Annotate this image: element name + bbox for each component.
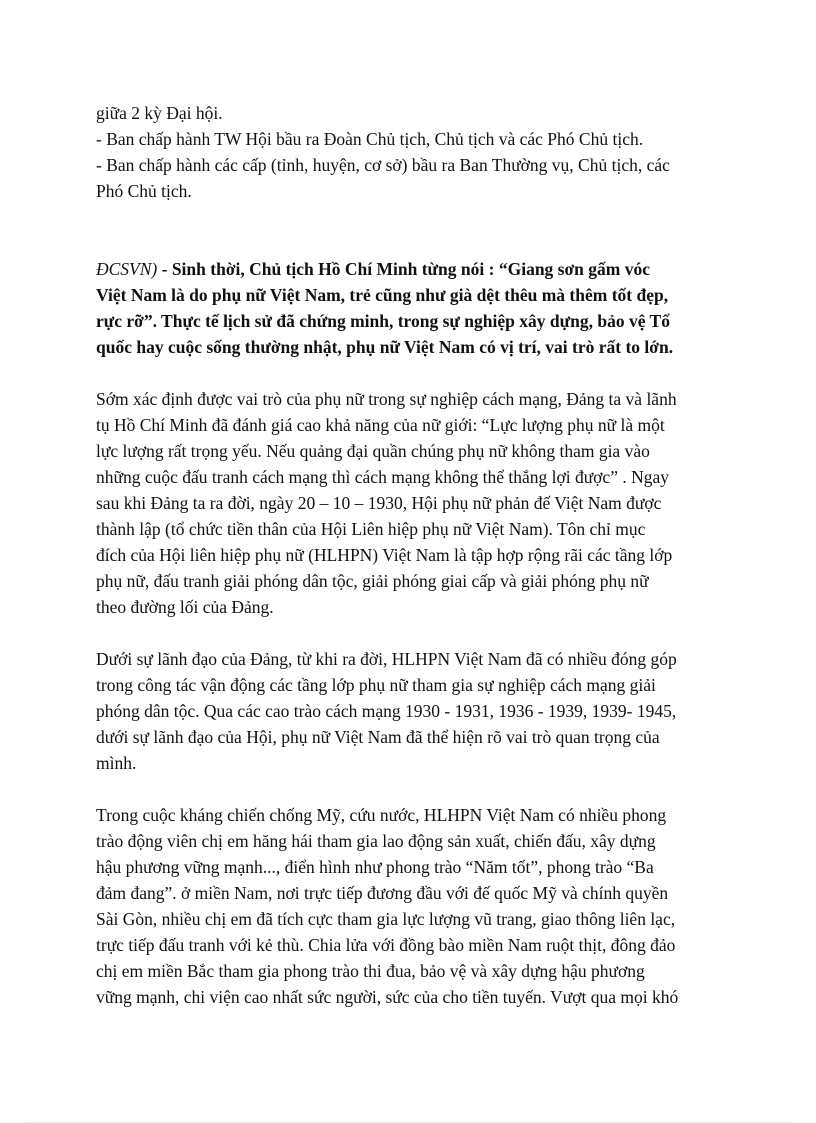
paragraph-line: Trong cuộc kháng chiến chống Mỹ, cứu nước, HLHPN Việt Nam có nhiều phong <box>96 805 667 825</box>
lead-first-line: - Sinh thời, Chủ tịch Hồ Chí Minh từng nói : “Giang sơn gấm vóc <box>157 259 651 279</box>
intro-line: - Ban chấp hành TW Hội bầu ra Đoàn Chủ tịch, Chủ tịch và các Phó Chủ tịch. <box>96 129 644 149</box>
paragraph-line: sau khi Đảng ta ra đời, ngày 20 – 10 – 1930, Hội phụ nữ phản đế Việt Nam được <box>96 493 662 513</box>
intro-line: giữa 2 kỳ Đại hội. <box>96 103 223 123</box>
paragraph-line: chị em miền Bắc tham gia phong trào thi đua, bảo vệ và xây dựng hậu phương <box>96 961 645 981</box>
intro-line: - Ban chấp hành các cấp (tỉnh, huyện, cơ sở) bầu ra Ban Thường vụ, Chủ tịch, các <box>96 155 670 175</box>
intro-line: Phó Chủ tịch. <box>96 181 192 201</box>
lead-line: rực rỡ”. Thực tế lịch sử đã chứng minh, trong sự nghiệp xây dựng, bảo vệ Tổ <box>96 311 670 331</box>
paragraph-line: đảm đang”. ở miền Nam, nơi trực tiếp đương đầu với đế quốc Mỹ và chính quyền <box>96 883 669 903</box>
paragraph-line: phụ nữ, đấu tranh giải phóng dân tộc, giải phóng giai cấp và giải phóng phụ nữ <box>96 571 649 591</box>
paragraph-line: Sớm xác định được vai trò của phụ nữ trong sự nghiệp cách mạng, Đảng ta và lãnh <box>96 389 677 409</box>
intro-block <box>96 100 720 204</box>
paragraph-line: đích của Hội liên hiệp phụ nữ (HLHPN) Việt Nam là tập hợp rộng rãi các tầng lớp <box>96 545 673 565</box>
paragraph-line: trực tiếp đấu tranh với kẻ thù. Chia lửa với đồng bào miền Nam ruột thịt, đông đảo <box>96 935 676 955</box>
lead-line <box>96 256 720 282</box>
paragraph-1 <box>96 386 720 620</box>
lead-source: ĐCSVN) <box>96 259 158 279</box>
paragraph-line: hậu phương vững mạnh..., điển hình như phong trào “Năm tốt”, phong trào “Ba <box>96 857 654 877</box>
paragraph-line: thành lập (tổ chức tiền thân của Hội Liên hiệp phụ nữ Việt Nam). Tôn chỉ mục <box>96 519 646 539</box>
paragraph-line: Sài Gòn, nhiều chị em đã tích cực tham gia lực lượng vũ trang, giao thông liên lạc, <box>96 909 676 929</box>
paragraph-line: tụ Hồ Chí Minh đã đánh giá cao khả năng của nữ giới: “Lực lượng phụ nữ là một <box>96 415 665 435</box>
document-body <box>96 100 720 1010</box>
paragraph-3 <box>96 802 720 1010</box>
paragraph-line: phóng dân tộc. Qua các cao trào cách mạng 1930 - 1931, 1936 - 1939, 1939- 1945, <box>96 701 677 721</box>
paragraph-2 <box>96 646 720 776</box>
paragraph-line: những cuộc đấu tranh cách mạng thì cách mạng không thể thắng lợi được” . Ngay <box>96 467 669 487</box>
paragraph-line: lực lượng rất trọng yếu. Nếu quảng đại quần chúng phụ nữ không tham gia vào <box>96 441 650 461</box>
paragraph-line: mình. <box>96 753 137 773</box>
lead-line: quốc hay cuộc sống thường nhật, phụ nữ Việt Nam có vị trí, vai trò rất to lớn. <box>96 337 674 357</box>
paragraph-line: theo đường lối của Đảng. <box>96 597 274 617</box>
paragraph-line: trong công tác vận động các tầng lớp phụ nữ tham gia sự nghiệp cách mạng giải <box>96 675 656 695</box>
paragraph-line: vững mạnh, chi viện cao nhất sức người, sức của cho tiền tuyến. Vượt qua mọi khó <box>96 987 679 1007</box>
paragraph-line: dưới sự lãnh đạo của Hội, phụ nữ Việt Nam đã thể hiện rõ vai trò quan trọng của <box>96 727 660 747</box>
paragraph-line: trào động viên chị em hăng hái tham gia lao động sản xuất, chiến đấu, xây dựng <box>96 831 656 851</box>
lead-paragraph <box>96 256 720 360</box>
lead-line: Việt Nam là do phụ nữ Việt Nam, trẻ cũng như già dệt thêu mà thêm tốt đẹp, <box>96 285 669 305</box>
paragraph-line: Dưới sự lãnh đạo của Đảng, từ khi ra đời, HLHPN Việt Nam đã có nhiều đóng góp <box>96 649 677 669</box>
